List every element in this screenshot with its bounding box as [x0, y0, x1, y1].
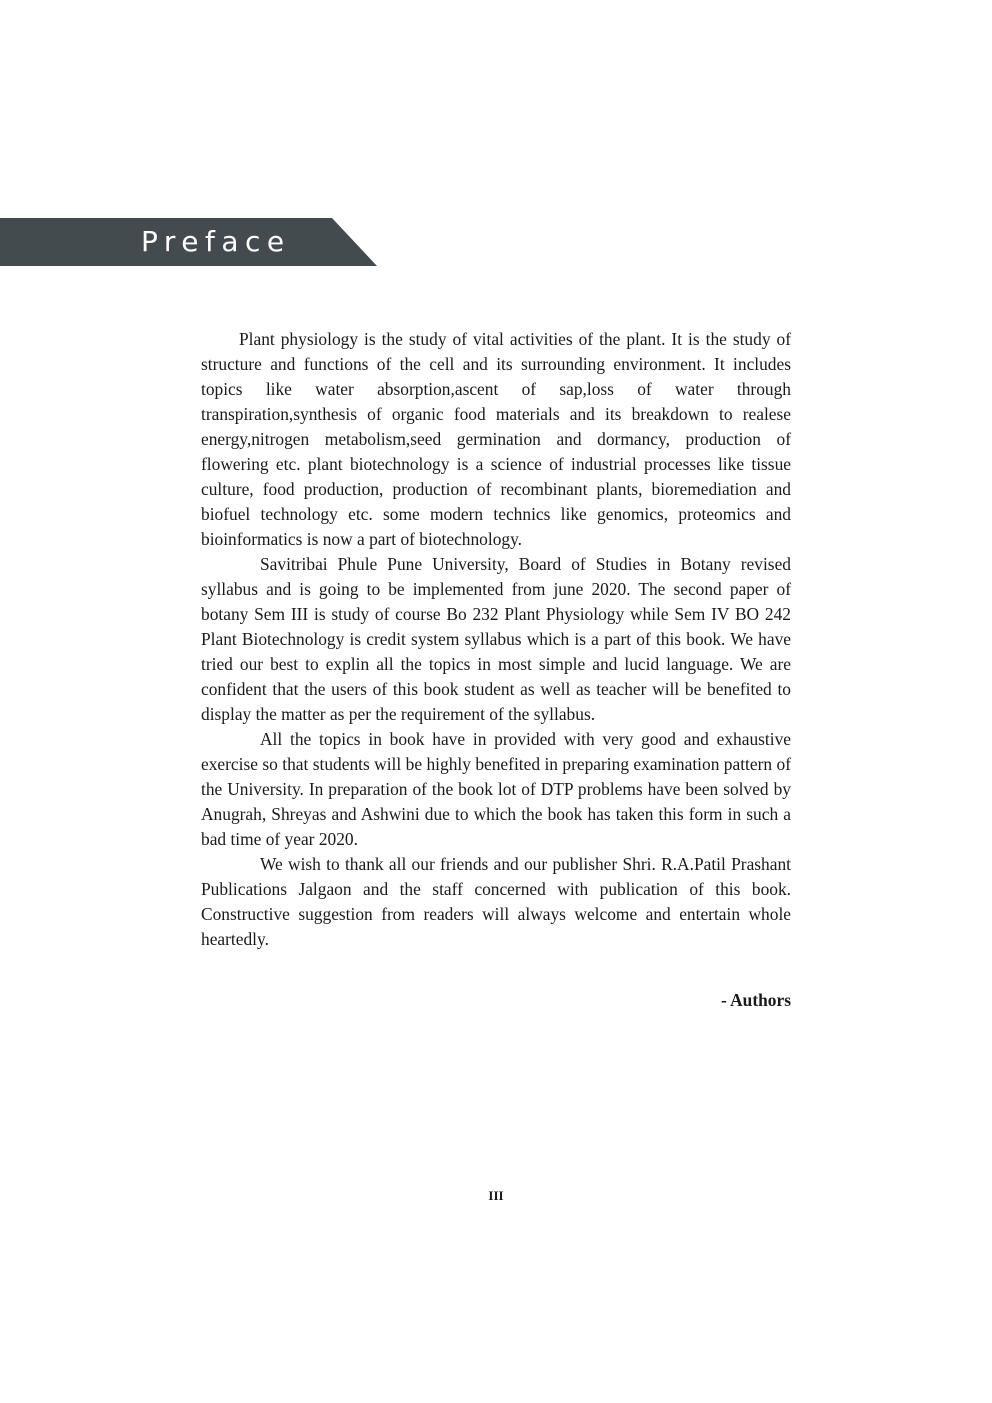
page-number: III — [488, 1188, 504, 1203]
preface-body — [201, 327, 791, 952]
preface-banner — [0, 218, 377, 266]
authors-signature: - Authors — [720, 990, 791, 1010]
paragraph-1: Plant physiology is the study of vital activities of the plant. It is the study of structure and functions of the cell and its surrounding environment. It includes topics like water absorption,ascent of sap,loss of water through transpiration,synthesis of organic food materials and its breakdown to realese energy,nitrogen metabolism,seed germination and dormancy, production of flowering etc. plant biotechnology is a science of industrial processes like tissue culture, food production, production of recombinant plants, bioremediation and biofuel technology etc. some modern technics like genomics, proteomics and bioinformatics is now a part of biotechnology. — [201, 329, 791, 549]
page-title: Preface — [141, 225, 291, 258]
paragraph-2: Savitribai Phule Pune University, Board of Studies in Botany revised syllabus and is going to be implemented from june 2020. The second paper of botany Sem III is study of course Bo 232 Plant Physiology while Sem IV BO 242 Plant Biotechnology is credit system syllabus which is a part of this book. We have tried our best to explin all the topics in most simple and lucid language. We are confident that the users of this book student as well as teacher will be benefited to display the matter as per the requirement of the syllabus. — [201, 554, 791, 724]
paragraph-4: We wish to thank all our friends and our publisher Shri. R.A.Patil Prashant Publications Jalgaon and the staff concerned with publication of this book. Constructive suggestion from readers will always welcome and entertain whole heartedly. — [201, 854, 791, 949]
paragraph-3: All the topics in book have in provided with very good and exhaustive exercise so that students will be highly benefited in preparing examination pattern of the University. In preparation of the book lot of DTP problems have been solved by Anugrah, Shreyas and Ashwini due to which the book has taken this form in such a bad time of year 2020. — [201, 729, 791, 849]
